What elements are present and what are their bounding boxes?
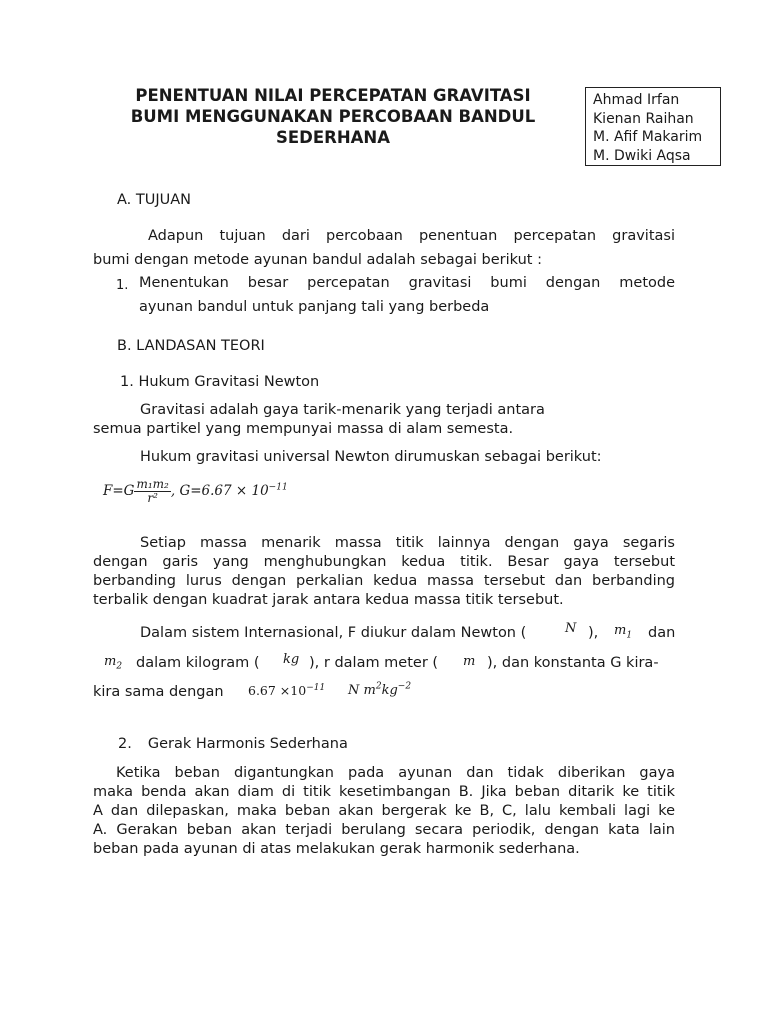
authors-box <box>585 87 721 166</box>
author-name: M. Dwiki Aqsa <box>593 147 691 164</box>
title-line-3: SEDERHANA <box>276 128 390 147</box>
list-item-line-1: Menentukan besar percepatan gravitasi bumi dengan metode <box>139 275 675 291</box>
intro-line-1: Adapun tujuan dari percobaan penentuan percepatan gravitasi <box>148 228 675 244</box>
section-a-heading: A. TUJUAN <box>117 192 192 208</box>
sub1-p4-d: dalam kilogram ( <box>136 655 260 671</box>
sub2-line-4: A. Gerakan beban akan terjadi berulang secara periodik, dengan kata lain <box>93 822 675 838</box>
author-name: M. Afif Makarim <box>593 129 703 145</box>
sub1-p1-line-1: Gravitasi adalah gaya tarik-menarik yang terjadi antara <box>140 402 545 418</box>
author-name: Ahmad Irfan <box>593 92 680 108</box>
sub1-p4-a: Dalam sistem Internasional, F diukur dalam Newton ( <box>140 625 527 641</box>
symbol-m2: $m_2$ <box>104 654 123 672</box>
sub1-p3: Setiap massa menarik massa titik lainnya dengan gaya segaris <box>140 535 675 551</box>
subsection-1-heading: 1. Hukum Gravitasi Newton <box>120 374 320 390</box>
sub1-p4-b: ), <box>588 625 599 641</box>
sub1-p4-c: dan <box>648 625 676 641</box>
title-line-1: PENENTUAN NILAI PERCEPATAN GRAVITASI <box>135 86 531 105</box>
g-constant-value: $6.67 \times 10^{-11}$ <box>248 682 326 698</box>
subsection-2-heading: 2. Gerak Harmonis Sederhana <box>118 736 348 752</box>
sub2-line-2: maka benda akan diam di titik kesetimbangan B. Jika beban ditarik ke titik <box>93 784 675 800</box>
title-line-2: BUMI MENGGUNAKAN PERCOBAAN BANDUL <box>130 107 536 126</box>
sub2-line-3: A dan dilepaskan, maka beban akan bergerak ke B, C, lalu kembali lagi ke <box>93 803 675 819</box>
sub1-p3-line-2: dengan garis yang menghubungkan kedua titik. Besar gaya tersebut <box>93 554 675 570</box>
formula-fraction: $\frac{\text{m₁m₂}}{\text{r²}}$ <box>136 477 169 505</box>
sub1-p1-line-2: semua partikel yang mempunyai massa di alam semesta. <box>93 421 514 437</box>
symbol-m1: $m_1$ <box>614 623 633 641</box>
sub1-p3-line-4: terbalik dengan kuadrat jarak antara kedua massa titik tersebut. <box>93 592 564 608</box>
sub1-p4-e: ), r dalam meter ( <box>309 655 439 671</box>
section-b-heading: B. LANDASAN TEORI <box>117 338 265 354</box>
sub1-p2: Hukum gravitasi universal Newton dirumuskan sebagai berikut: <box>140 449 602 465</box>
g-constant-unit: N $m^2kg^{-2}$ <box>348 681 412 698</box>
sub1-p4-g: kira sama dengan <box>93 684 224 700</box>
sub1-p4-f: ), dan konstanta G kira- <box>487 655 659 671</box>
sub2-line-5: beban pada ayunan di atas melakukan gerak harmonik sederhana. <box>93 841 580 857</box>
document-title <box>100 85 566 148</box>
intro-line-2: bumi dengan metode ayunan bandul adalah sebagai berikut : <box>93 252 542 268</box>
list-item-line-2: ayunan bandul untuk panjang tali yang berbeda <box>139 299 490 315</box>
section-a-intro <box>93 227 675 246</box>
unit-meter: m <box>463 654 476 669</box>
gravitation-formula: F=G $\frac{\text{m₁m₂}}{\text{r²}}$ , $G=6.67 \times 10^{-11}$ <box>103 477 288 505</box>
author-name: Kienan Raihan <box>593 110 694 127</box>
list-number: 1. <box>116 278 129 293</box>
sub2-paragraph: Ketika beban digantungkan pada ayunan dan tidak diberikan gaya <box>116 765 675 781</box>
sub1-p3-line-3: berbanding lurus dengan perkalian kedua massa tersebut dan berbanding <box>93 573 675 589</box>
unit-newton: N <box>565 621 577 636</box>
unit-kg: kg <box>283 652 300 667</box>
